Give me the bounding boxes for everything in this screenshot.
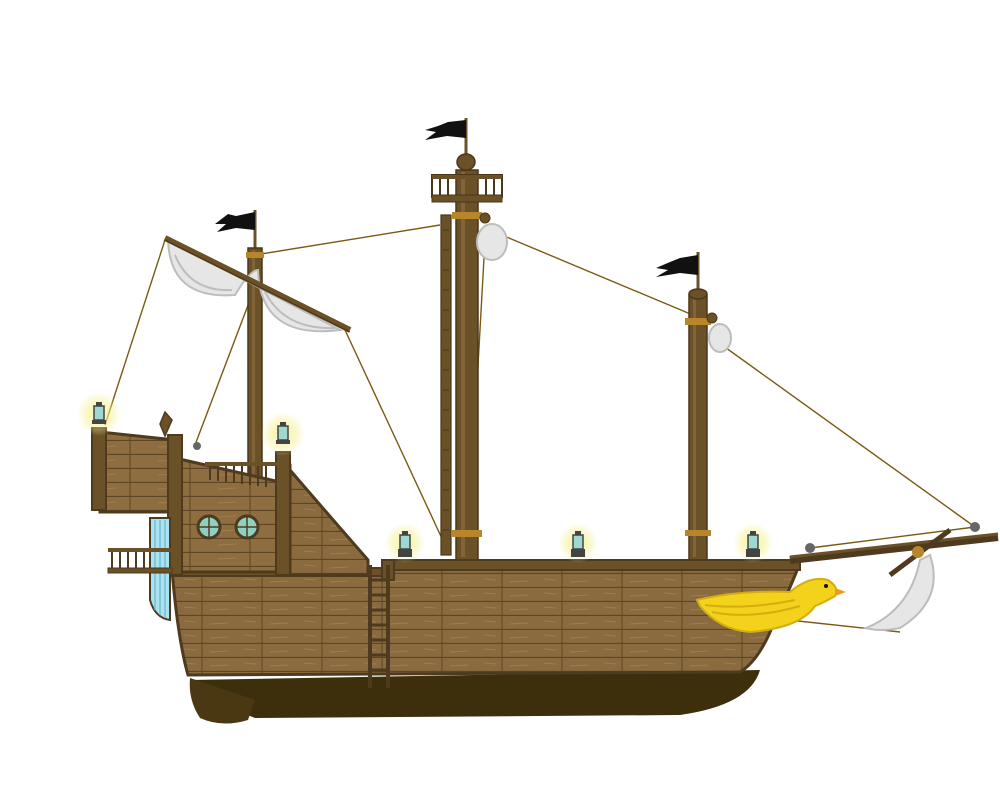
lantern-icon (558, 523, 598, 563)
sail-sheet-rope (345, 330, 445, 545)
stern-stay-rope (105, 240, 165, 425)
main-furled-sail (477, 224, 507, 260)
hull-body (172, 568, 798, 675)
mizzen-mast (215, 210, 264, 478)
hull-keel (190, 670, 760, 718)
fore-bow-rope (715, 340, 975, 527)
bowsprit (790, 537, 998, 560)
main-flag (425, 120, 466, 140)
mizzen-main-rope (255, 225, 440, 255)
main-mast-ladder-pole (441, 215, 451, 555)
lantern-icon (77, 392, 121, 436)
lantern-icon (733, 523, 773, 563)
deck-rail (388, 560, 800, 570)
fore-mast (656, 252, 717, 560)
porthole (198, 516, 220, 538)
lantern-icon (261, 412, 305, 456)
fore-furled-sail (709, 324, 731, 352)
main-mast (425, 118, 502, 560)
mizzen-flag (215, 212, 255, 232)
porthole (236, 516, 258, 538)
lantern-icon (385, 523, 425, 563)
mizzen-shroud-rope (195, 300, 250, 445)
fore-flag (656, 255, 698, 277)
